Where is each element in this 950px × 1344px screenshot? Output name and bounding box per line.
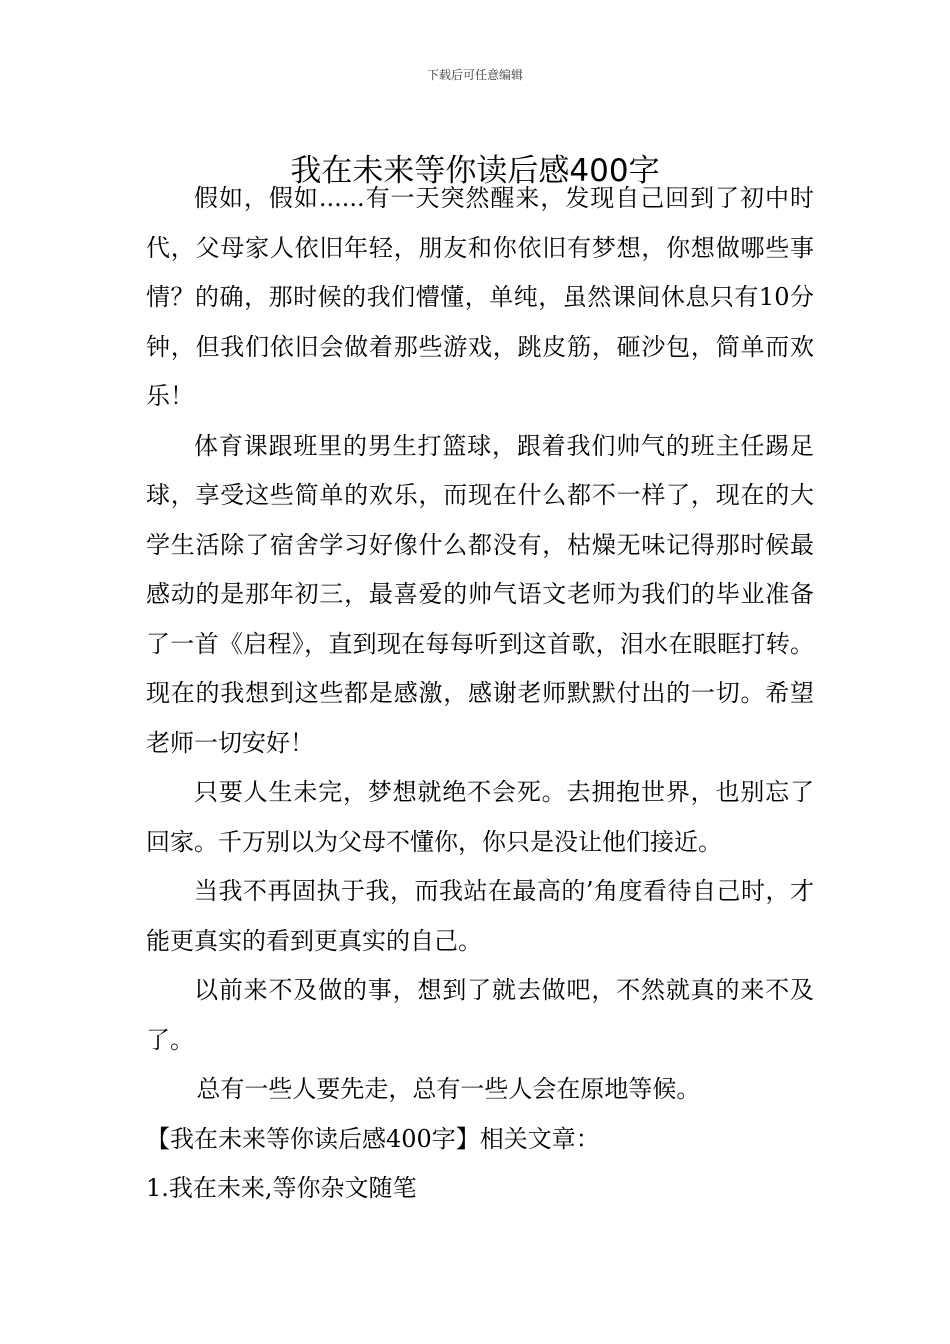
paragraph-4: 当我不再固执于我，而我站在最高的’角度看待自己时，才能更真实的看到更真实的自己。 xyxy=(146,877,814,955)
related-item-1[interactable]: 1.我在未来,等你杂文随笔 xyxy=(146,1174,417,1202)
header-note: 下载后可任意编辑 xyxy=(426,68,523,82)
paragraph-6: 总有一些人要先走，总有一些人会在原地等候。 xyxy=(196,1075,701,1103)
document-body xyxy=(146,174,814,1214)
related-heading: 【我在未来等你读后感400字】相关文章： xyxy=(146,1124,600,1153)
paragraph-3: 只要人生未完，梦想就绝不会死。去拥抱世界，也别忘了回家。千万别以为父母不懂你，你只是没让他们接近。 xyxy=(146,778,814,856)
paragraph-1: 假如，假如......有一天突然醒来，发现自己回到了初中时代，父母家人依旧年轻，朋友和你依旧有梦想，你想做哪些事情？的确，那时候的我们懵懂，单纯，虽然课间休息只有10分钟，但我们依旧会做着那些游戏，跳皮筋，砸沙包，简单而欢乐！ xyxy=(146,184,814,410)
paragraph-2: 体育课跟班里的男生打篮球，跟着我们帅气的班主任踢足球，享受这些简单的欢乐，而现在什么都不一样了，现在的大学生活除了宿舍学习好像什么都没有，枯燥无味记得那时候最感动的是那年初三，最喜爱的帅气语文老师为我们的毕业准备了一首《启程》，直到现在每每听到这首歌，泪水在眼眶打转。现在的我想到这些都是感激，感谢老师默默付出的一切。希望老师一切安好！ xyxy=(146,431,814,757)
document-title: 我在未来等你读后感400字 xyxy=(290,152,660,189)
paragraph-5: 以前来不及做的事，想到了就去做吧，不然就真的来不及了。 xyxy=(146,976,814,1054)
